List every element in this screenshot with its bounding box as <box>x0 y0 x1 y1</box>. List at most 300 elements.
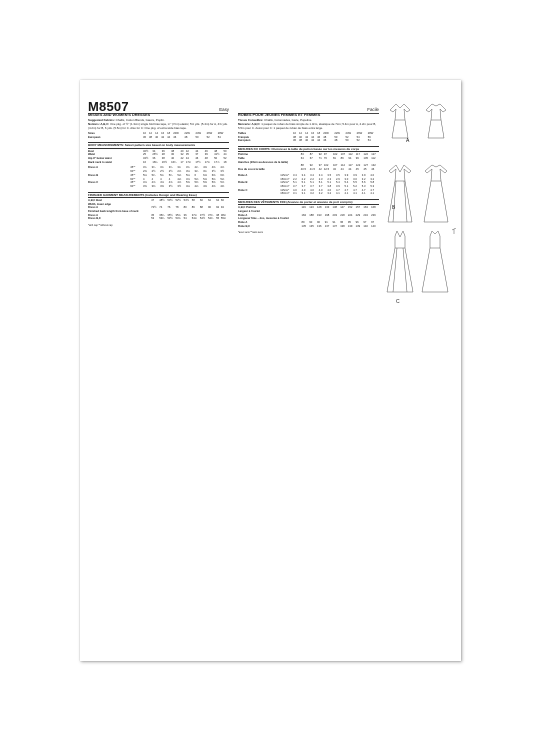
table-cell: 74 <box>159 206 163 210</box>
row-sublabel: 60"* <box>130 177 136 181</box>
table-cell: 2.2 <box>301 177 306 181</box>
table-cell: 127 <box>371 153 376 157</box>
table-cell: 76 <box>323 157 327 161</box>
table-cell: 96 <box>355 221 359 225</box>
table-cell: 42.5 <box>323 168 330 172</box>
table-cell: 54 <box>183 217 187 221</box>
row-sublabel: 115cm* <box>280 188 290 192</box>
table-cell: 67 <box>309 157 313 161</box>
row-label: Tailles <box>238 132 247 135</box>
table-cell: 4⅜ <box>220 184 225 188</box>
table-cell: 36 <box>152 157 156 161</box>
row-label: Dress C <box>88 181 99 185</box>
table-cell: 50 <box>345 139 349 143</box>
row-label: Robe B <box>238 181 248 185</box>
table-cell: 3.7 <box>301 184 306 188</box>
table-cell: 224 <box>347 213 353 217</box>
table-cell: 4.1 <box>361 192 366 196</box>
table-cell: 54½ <box>183 198 189 202</box>
row-sublabel: 150cm* <box>280 184 290 188</box>
table-cell: 40 <box>180 149 184 153</box>
view-c-illustration <box>382 228 457 298</box>
table-cell: 5.1 <box>292 181 297 185</box>
table-cell: 97 <box>371 221 375 225</box>
table-cell: 18 <box>167 132 171 135</box>
row-label: Hip 9" below waist <box>88 157 112 161</box>
table-cell: 3.9 <box>361 173 366 177</box>
pattern-number: M8507 <box>88 99 129 114</box>
table-cell: 40.5 <box>300 168 306 172</box>
notions-value: One pkg. of ½" (1.3cm) single fold bias tape, ¼" (7cm) elastic; 5⅝ yds. (5.4m) for A, 4⅝ yds. (4.2m) for B, 6 yds. (5.5m) for C. Also for C: One pkg. of extra wide bias tape. <box>88 122 228 130</box>
fabrics-label: Tissus Conseillés: <box>238 118 264 122</box>
table-cell: 4⅝ <box>151 181 156 185</box>
table-cell: 117 <box>355 153 361 157</box>
table-cell: 3½ <box>168 184 173 188</box>
row-sublabel: 45"* <box>130 166 136 170</box>
table-cell: 12 <box>299 132 303 135</box>
table-cell: 5⅝ <box>220 181 225 185</box>
table-cell: 42 <box>180 157 184 161</box>
table-cell: 3.4 <box>318 173 323 177</box>
table-cell: 4⅝ <box>168 181 173 185</box>
section-title: FINISHED GARMENT MEASUREMENTS (Includes Design and Wearing Ease) <box>88 192 229 198</box>
table-cell: 3.2 <box>318 192 323 196</box>
table-cell: 36 <box>142 135 146 139</box>
french-tables <box>238 132 379 235</box>
table-cell: 55¼ <box>220 217 227 221</box>
table-cell: 45 <box>363 168 367 172</box>
table-cell: 32 <box>180 153 184 157</box>
table-cell: 4.0 <box>370 173 375 177</box>
table-cell: 10 <box>142 132 146 135</box>
table-cell: 112 <box>371 157 376 161</box>
footnote: *with nap **without nap <box>88 224 113 228</box>
table-cell: 4.7 <box>335 188 340 192</box>
table-cell: 52 <box>345 135 349 139</box>
table-cell: 3¾ <box>177 166 182 170</box>
table-cell: 12 <box>149 132 153 135</box>
table-cell: 3.2 <box>361 177 366 181</box>
table-cell: 26½ <box>152 153 158 157</box>
section-title: MESURES DU CORPS: Choisissez la taille du patron basée sur les mesures du corps <box>238 146 379 152</box>
table-cell: 48 <box>204 157 208 161</box>
row-sublabel: 60"* <box>130 170 136 174</box>
table-cell: 95 <box>347 221 351 225</box>
table-cell: 4⅜ <box>211 166 216 170</box>
table-cell: 48 <box>214 149 218 153</box>
row-label: Robe A <box>238 221 248 225</box>
table-cell: 3.1 <box>301 192 306 196</box>
table-cell: 81 <box>332 157 336 161</box>
row-label: Bust <box>88 149 94 153</box>
table-cell: 54¾ <box>208 217 214 221</box>
table-cell: 188 <box>309 213 314 217</box>
table-cell: 34½ <box>142 157 149 161</box>
table-cell: 2½ <box>168 170 173 174</box>
english-column <box>88 107 229 228</box>
table-cell: 152 <box>347 206 353 210</box>
table-cell: 2.3 <box>327 177 332 181</box>
table-row <box>88 185 229 189</box>
table-cell: 123 <box>309 206 314 210</box>
row-sublabel <box>130 136 143 140</box>
table-cell: 35¼ <box>159 213 165 217</box>
table-cell: 218 <box>340 213 345 217</box>
row-label <box>238 192 280 196</box>
table-cell: 58 <box>191 198 195 202</box>
table-cell: 90 <box>316 221 320 225</box>
table-cell: 3.2 <box>370 177 375 181</box>
table-cell: 91 <box>332 221 336 225</box>
table-cell: 41.5 <box>309 168 315 172</box>
table-cell: 20W <box>173 132 179 135</box>
row-label: European <box>88 135 101 139</box>
table-cell: 16¼ <box>152 160 158 164</box>
table-cell: 119 <box>301 206 306 210</box>
table-cell: 50 <box>334 135 338 139</box>
table-cell: 5.6 <box>361 181 366 185</box>
table-cell: 89 <box>301 221 305 225</box>
table-row <box>88 136 229 140</box>
table-cell: 16 <box>142 160 146 164</box>
table-cell: 94 <box>348 157 352 161</box>
table-cell: 54 <box>217 135 221 139</box>
table-cell: 90 <box>309 221 313 225</box>
table-cell: 35 <box>185 153 189 157</box>
row-label: Dress A <box>88 213 99 217</box>
table-cell: 24W <box>345 132 352 135</box>
table-cell: 2⅜ <box>142 170 147 174</box>
table-cell: 97 <box>318 164 322 168</box>
table-cell: 53½ <box>167 217 173 221</box>
table-cell: 17 <box>180 160 184 164</box>
table-cell: 184 <box>301 213 306 217</box>
table-cell: 39 <box>204 153 208 157</box>
table-cell: 52 <box>206 135 210 139</box>
table-cell: 4⅝ <box>220 166 225 170</box>
table-cell: 3.4 <box>301 173 306 177</box>
table-cell: 2.2 <box>292 177 297 181</box>
table-cell: 42 <box>318 168 322 172</box>
table-cell: 5.1 <box>344 184 349 188</box>
table-cell: 2½ <box>160 170 164 174</box>
table-cell: 5.3 <box>370 184 375 188</box>
row-sublabel <box>289 225 302 229</box>
table-cell: 3.0 <box>344 177 349 181</box>
table-cell: 53 <box>151 217 155 221</box>
table-cell: 28W <box>217 132 224 135</box>
table-cell: 48 <box>334 139 338 143</box>
table-cell: 4.0 <box>310 188 314 192</box>
table-cell: 55 <box>216 217 220 221</box>
table-cell: 5⅜ <box>194 181 199 185</box>
table-cell: 3¾ <box>168 166 173 170</box>
table-row <box>238 139 379 143</box>
table-cell: 137 <box>324 224 330 228</box>
table-cell: 50 <box>223 149 227 153</box>
table-cell: 44 <box>340 168 344 172</box>
body-measurements-table <box>88 150 229 165</box>
table-cell: 36 <box>292 139 296 143</box>
table-cell: 16 <box>161 132 165 135</box>
table-cell: 112 <box>340 164 345 168</box>
table-cell: 38 <box>161 157 165 161</box>
table-cell: 3½ <box>211 170 216 174</box>
table-cell: 28 <box>161 153 165 157</box>
table-cell: 3¾ <box>160 166 164 170</box>
table-cell: 71 <box>318 157 322 161</box>
table-cell: 128 <box>316 206 322 210</box>
row-label: Poitrine <box>238 153 249 157</box>
notions-text <box>238 122 379 130</box>
table-cell: 5⅜ <box>203 181 207 185</box>
table-cell: 92 <box>318 153 322 157</box>
title: ROBES POUR JEUNES FEMMES ET FEMMES <box>238 113 321 117</box>
table-cell: 38 <box>299 139 303 143</box>
table-cell: 2⅝ <box>177 170 182 174</box>
table-cell: 2.3 <box>318 177 323 181</box>
table-cell: 89 <box>340 157 344 161</box>
notions-text <box>88 122 229 130</box>
view-a-illustration <box>382 100 457 145</box>
table-cell: 42 <box>311 139 315 143</box>
table-cell: 42 <box>185 149 189 153</box>
french-column <box>238 107 379 235</box>
table-cell: 41½ <box>214 153 220 157</box>
table-row <box>238 192 379 196</box>
table-cell: 239 <box>371 213 376 217</box>
table-cell: 24W <box>195 132 202 135</box>
table-cell: 138 <box>332 206 337 210</box>
table-cell: 5¼ <box>168 173 173 177</box>
table-cell: 47 <box>151 198 155 202</box>
table-cell: 91 <box>324 221 328 225</box>
table-cell: 157 <box>355 206 361 210</box>
row-label: Robe C <box>238 188 248 192</box>
row-sublabel: 45"* <box>130 181 136 185</box>
table-cell: 3¼ <box>203 170 207 174</box>
table-cell: 5.4 <box>344 181 349 185</box>
table-cell: 122 <box>355 164 361 168</box>
table-cell: 97 <box>363 221 367 225</box>
table-cell: 3.1 <box>292 192 297 196</box>
table-cell: 14 <box>155 132 159 135</box>
table-cell: 5⅛ <box>185 173 190 177</box>
table-cell: 4.0 <box>301 188 306 192</box>
table-cell: 10 <box>292 132 296 135</box>
table-cell: 4.1 <box>370 192 375 196</box>
table-cell: 3.9 <box>335 184 340 188</box>
row-sublabel <box>138 217 151 221</box>
table-cell: 3¾ <box>185 166 190 170</box>
table-cell: 3½ <box>177 184 182 188</box>
row-label: Width, lower edge <box>88 202 111 206</box>
table-cell: 18 <box>223 160 227 164</box>
table-row <box>88 217 229 221</box>
table-cell: 54 <box>356 135 360 139</box>
table-cell: 122 <box>363 153 368 157</box>
table-cell: 56 <box>367 135 371 139</box>
table-cell: 234 <box>363 213 368 217</box>
table-cell: 107 <box>332 164 338 168</box>
row-label: Dress A <box>88 206 99 210</box>
table-cell: 3¼ <box>194 170 199 174</box>
table-cell: 147 <box>340 206 345 210</box>
table-cell: 48 <box>184 135 188 139</box>
table-cell: 76 <box>167 206 171 210</box>
yardage-table <box>238 174 379 196</box>
table-cell: 2.2 <box>310 177 314 181</box>
table-cell: 5.4 <box>335 181 340 185</box>
english-tables <box>88 132 229 227</box>
table-cell: 3⅜ <box>142 184 147 188</box>
table-cell: 3.9 <box>353 173 357 177</box>
view-label-a: A <box>406 138 410 144</box>
table-cell: 4⅜ <box>203 166 207 170</box>
row-label: Finished back length from base of neck <box>88 209 139 213</box>
body-measurements-table <box>238 153 379 172</box>
table-cell: 17½ <box>195 160 201 164</box>
row-label: Dress B <box>88 173 99 177</box>
table-cell: 26W <box>206 132 213 135</box>
table-cell: 3.5 <box>335 173 340 177</box>
table-cell: 6⅛ <box>203 173 207 177</box>
table-cell: 16¾ <box>171 160 177 164</box>
row-sublabel: 115cm* <box>280 173 290 177</box>
table-cell: 6⅜ <box>211 173 216 177</box>
table-cell: 88 <box>300 164 304 168</box>
table-cell: 5⅛ <box>211 177 216 181</box>
table-cell: 60 <box>199 198 203 202</box>
table-cell: 17⅞ <box>214 160 220 164</box>
table-cell: 43 <box>332 168 336 172</box>
table-cell: 26W <box>356 132 363 135</box>
yardage-table <box>88 166 229 188</box>
row-label: Robe A <box>238 173 248 177</box>
table-cell: 52 <box>356 139 360 143</box>
table-cell: 48 <box>323 135 327 139</box>
table-cell: 54½ <box>199 217 206 221</box>
table-cell: 5⅛ <box>203 177 207 181</box>
table-cell: 17¼ <box>185 160 192 164</box>
finished-measurements-table <box>88 199 229 221</box>
table-cell: 54¼ <box>191 217 198 221</box>
table-cell: 3.5 <box>327 173 332 177</box>
table-cell: 46 <box>317 135 321 139</box>
table-cell: 3.9 <box>344 173 349 177</box>
row-sublabel <box>280 139 293 143</box>
table-cell: 3.7 <box>292 184 297 188</box>
table-cell: 4.1 <box>335 192 340 196</box>
table-cell: 3⅜ <box>151 184 156 188</box>
table-cell: 42 <box>161 135 165 139</box>
title: MISSES AND WOMEN'S DRESSES <box>88 113 151 117</box>
table-cell: 80 <box>183 206 187 210</box>
table-cell: 94 <box>220 206 224 210</box>
difficulty-level: Facile <box>367 107 379 112</box>
row-label: Robe A <box>238 213 248 217</box>
table-cell: 44 <box>185 157 189 161</box>
table-cell: 133 <box>324 206 330 210</box>
table-cell: 50 <box>195 135 199 139</box>
table-cell: 4⅛ <box>177 177 182 181</box>
table-cell: 38¼ <box>220 213 227 217</box>
table-cell: 136 <box>316 224 322 228</box>
row-label: Back neck to waist <box>88 160 113 164</box>
table-cell: 44 <box>195 149 199 153</box>
table-cell: 138 <box>340 224 345 228</box>
table-cell: 46 <box>195 157 199 161</box>
table-cell: 46 <box>204 149 208 153</box>
table-cell: 4⅜ <box>211 184 216 188</box>
table-cell: 6 <box>194 173 197 177</box>
table-cell: 117 <box>348 164 353 168</box>
table-cell: 3.2 <box>327 192 332 196</box>
table-cell: 16 <box>311 132 315 135</box>
table-cell: 50½ <box>167 198 173 202</box>
table-cell: 18 <box>317 132 321 135</box>
table-cell: 22W <box>334 132 340 135</box>
table-cell: 4.0 <box>327 188 332 192</box>
table-cell: 20W <box>323 132 329 135</box>
row-sublabel: 115cm* <box>280 181 290 185</box>
table-cell: 4.1 <box>344 192 349 196</box>
table-cell: 35 <box>151 213 155 217</box>
table-cell: 3.7 <box>318 184 323 188</box>
table-cell: 90 <box>208 206 212 210</box>
table-cell: 62 <box>208 198 212 202</box>
table-cell: 4⅛ <box>185 184 190 188</box>
table-cell: 38 <box>171 149 175 153</box>
table-cell: 95 <box>340 221 344 225</box>
table-cell: 163 <box>363 206 368 210</box>
row-label: Taille <box>238 157 245 161</box>
table-cell: 5¼ <box>160 173 164 177</box>
table-cell: 97 <box>323 153 327 157</box>
table-cell: 135 <box>301 224 306 228</box>
size-table <box>238 132 379 143</box>
table-cell: 14 <box>305 132 309 135</box>
table-cell: 32½ <box>142 149 149 153</box>
table-cell: 4.7 <box>344 188 349 192</box>
table-cell: 34 <box>152 149 156 153</box>
table-cell: 52 <box>223 157 227 161</box>
row-label: Sizes <box>88 132 95 135</box>
table-cell: 50 <box>214 157 218 161</box>
table-cell: 2½ <box>151 170 156 174</box>
table-cell: 102 <box>332 153 338 157</box>
table-cell: 4.7 <box>370 188 375 192</box>
fabrics-value: Challis, Cotton Blends, Gauze, Poplin. <box>115 118 165 122</box>
table-cell: 5⅛ <box>142 173 147 177</box>
table-cell: 193 <box>316 213 322 217</box>
table-cell: 3.2 <box>310 192 314 196</box>
row-sublabel: 150cm* <box>280 177 290 181</box>
table-cell: 5¼ <box>151 173 156 177</box>
table-cell: 107 <box>340 153 346 157</box>
table-cell: 139 <box>355 224 361 228</box>
row-label: Français <box>238 135 250 139</box>
table-cell: 168 <box>371 206 376 210</box>
pattern-sheet <box>80 80 461 661</box>
table-cell: 105 <box>363 157 368 161</box>
section-title: BODY MEASUREMENTS: Select pattern size based on body measurements <box>88 142 229 148</box>
table-cell: 40 <box>299 135 303 139</box>
table-cell: 40 <box>305 139 309 143</box>
table-cell: 5⅜ <box>185 181 190 185</box>
table-cell: 44 <box>348 168 352 172</box>
table-cell: 3¾ <box>142 166 147 170</box>
